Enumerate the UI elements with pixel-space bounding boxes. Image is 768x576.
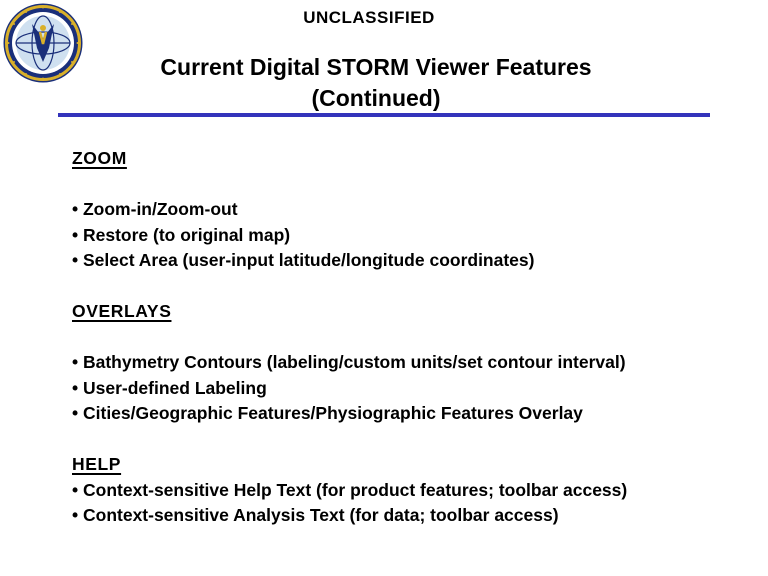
title-line-1: Current Digital STORM Viewer Features xyxy=(160,54,592,80)
spacer xyxy=(72,172,762,198)
list-item: • Restore (to original map) xyxy=(72,224,291,245)
spacer xyxy=(72,325,762,351)
slide-body xyxy=(72,146,762,529)
spacer xyxy=(72,427,762,453)
section-heading-overlays: OVERLAYS xyxy=(72,301,172,321)
list-item: • Bathymetry Contours (labeling/custom units/set contour interval) xyxy=(72,352,626,372)
list-item: • Select Area (user-input latitude/longitude coordinates) xyxy=(72,250,535,270)
section-heading-zoom: ZOOM xyxy=(72,148,127,168)
classification-label: UNCLASSIFIED xyxy=(303,8,435,27)
list-item: • Context-sensitive Help Text (for product features; toolbar access) xyxy=(72,479,628,500)
title-line-2: (Continued) xyxy=(311,85,441,111)
list-item: • Cities/Geographic Features/Physiographic Features Overlay xyxy=(72,403,583,423)
page-title xyxy=(0,52,752,114)
section-heading-help: HELP xyxy=(72,454,122,474)
spacer xyxy=(72,274,762,300)
list-item: • Zoom-in/Zoom-out xyxy=(72,199,238,219)
list-item: • User-defined Labeling xyxy=(72,377,267,398)
title-divider xyxy=(58,113,710,117)
list-item: • Context-sensitive Analysis Text (for data; toolbar access) xyxy=(72,505,559,525)
